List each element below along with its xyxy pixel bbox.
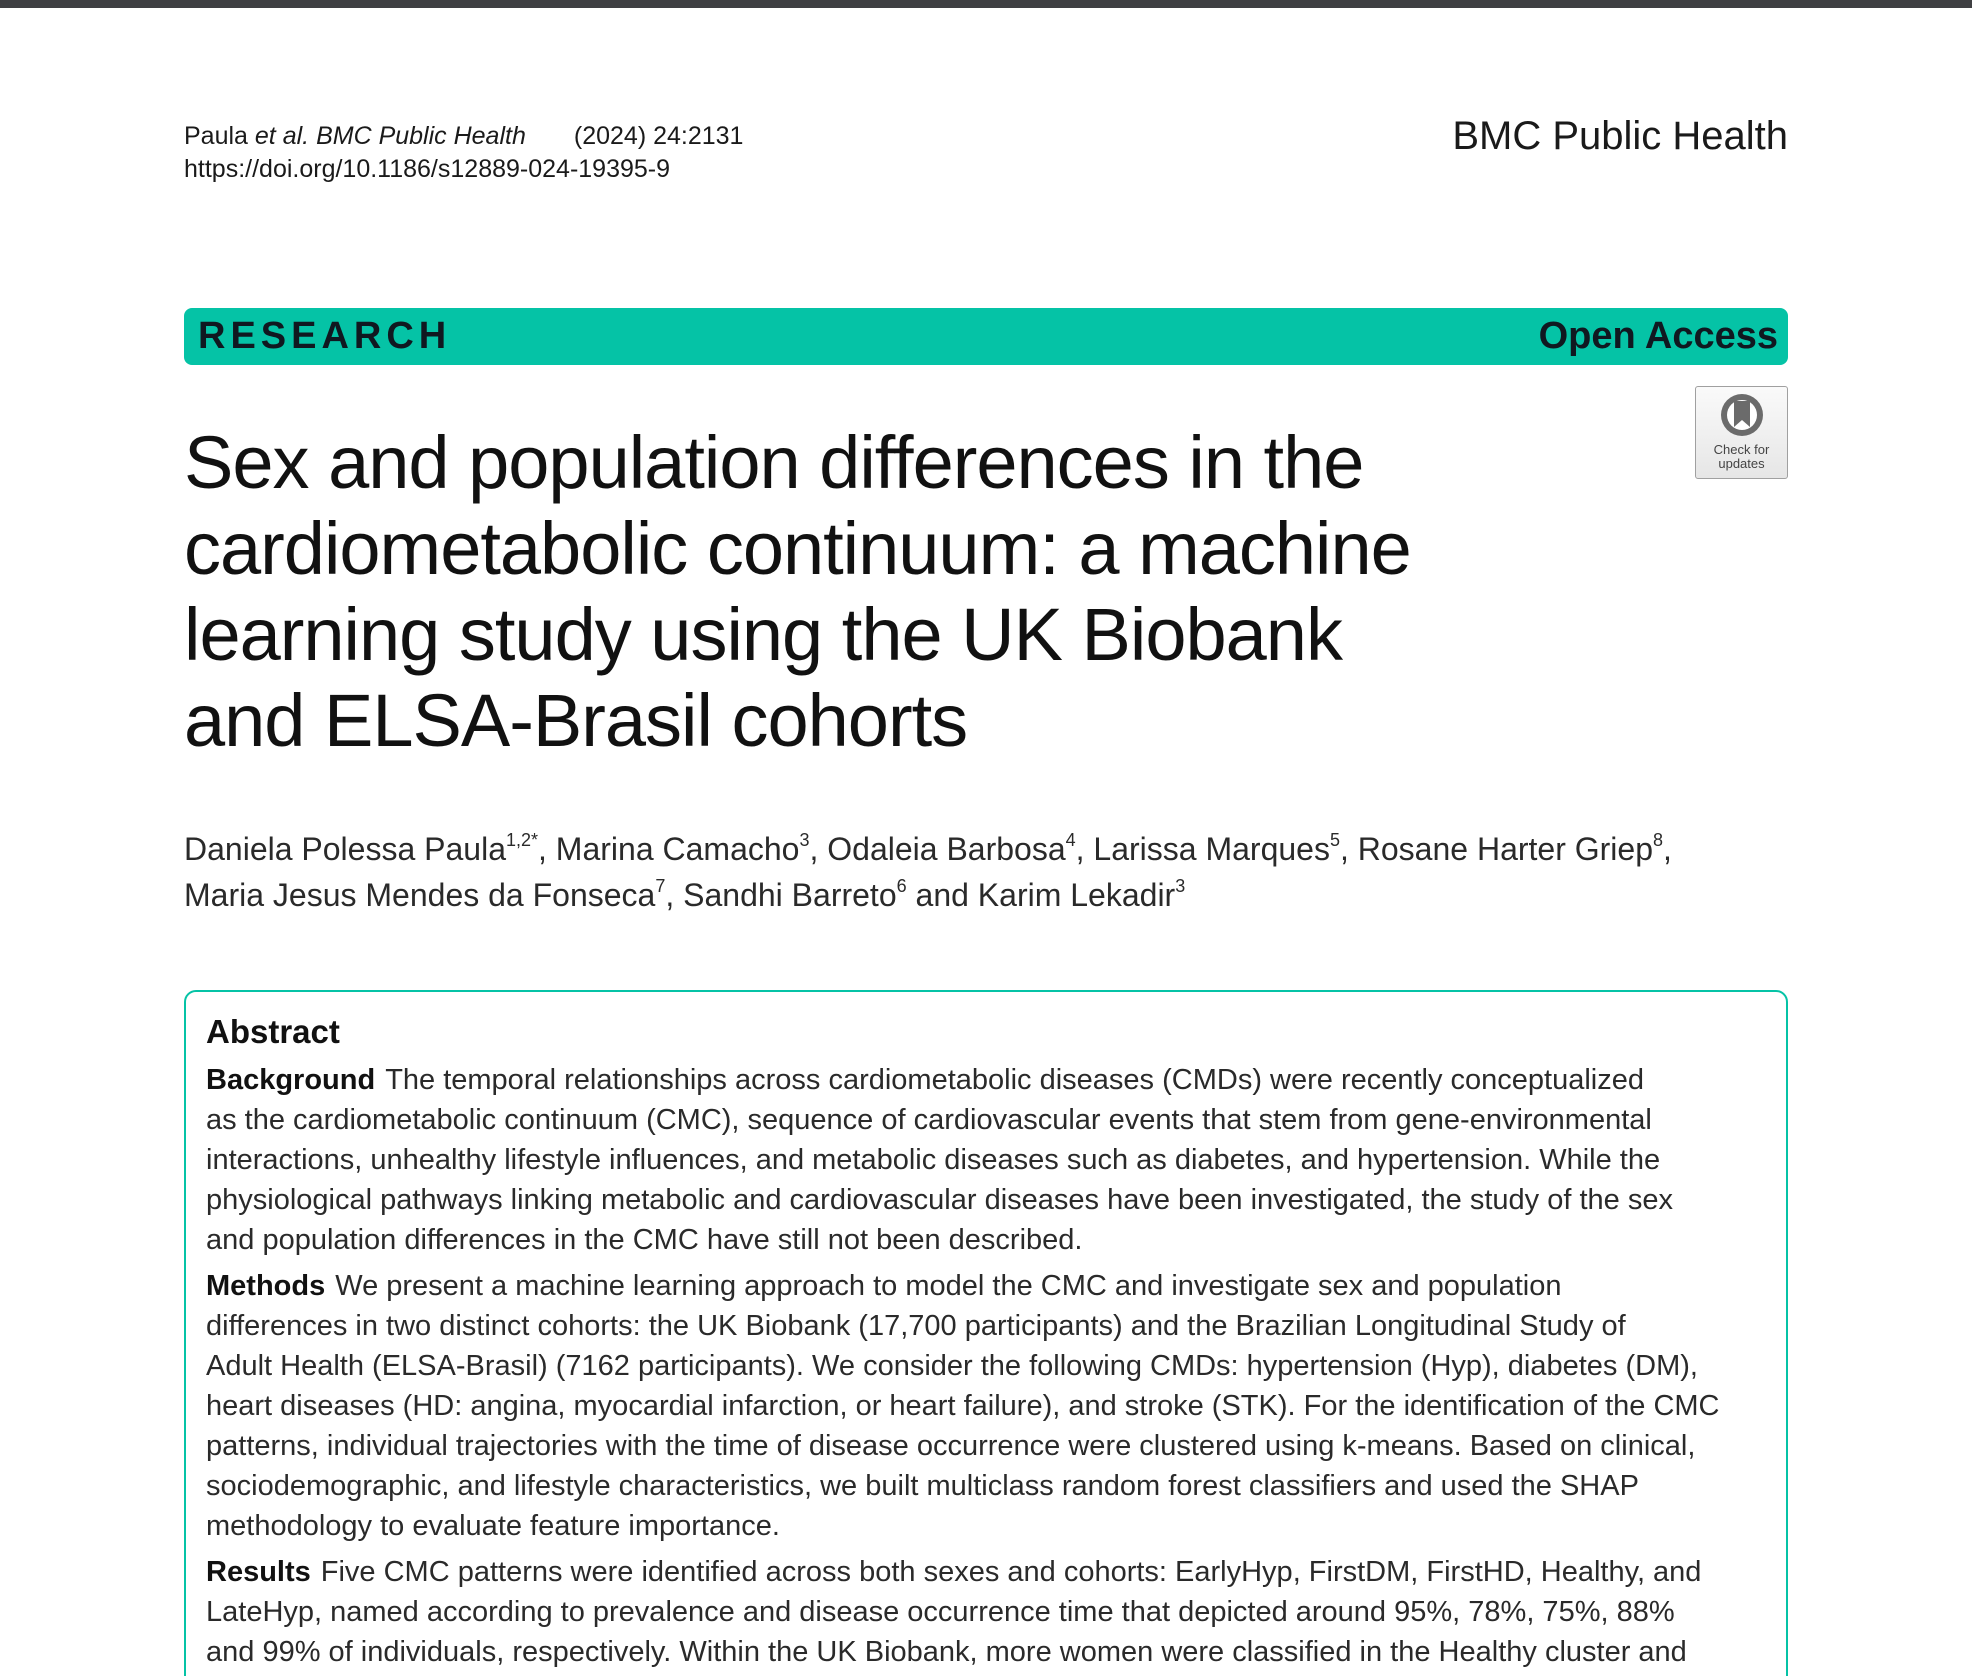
check-updates-line2: updates	[1718, 456, 1765, 471]
check-for-updates-button[interactable]	[1695, 386, 1788, 479]
title-line: and ELSA-Brasil cohorts	[184, 679, 968, 762]
author-separator: ,	[1339, 831, 1358, 867]
author-affiliation: 3	[799, 830, 810, 850]
citation-block	[184, 120, 743, 186]
citation-year-volume: (2024) 24:2131	[573, 122, 744, 150]
author-affiliation: 4	[1065, 830, 1076, 850]
author-name[interactable]: Karim Lekadir	[977, 877, 1176, 913]
author-separator: ,	[538, 831, 556, 867]
methods-line: We present a machine learning approach to model the CMC and investigate sex and population	[335, 1270, 1562, 1302]
article-type-banner	[184, 308, 1788, 365]
author-separator: ,	[1663, 831, 1672, 867]
author-separator: ,	[809, 831, 828, 867]
author-affiliation: 8	[1653, 830, 1664, 850]
author-line	[184, 826, 1784, 872]
methods-line: patterns, individual trajectories with the time of disease occurrence were clustered using k-means. Based on clinical,	[206, 1430, 1696, 1462]
methods-line: differences in two distinct cohorts: the UK Biobank (17,700 participants) and the Brazilian Longitudinal Study of	[206, 1310, 1626, 1342]
abstract-methods	[206, 1266, 1746, 1546]
author-separator: ,	[665, 877, 684, 913]
methods-line: Adult Health (ELSA-Brasil) (7162 participants). We consider the following CMDs: hypertension (Hyp), diabetes (DM),	[206, 1350, 1698, 1382]
results-line: Five CMC patterns were identified across both sexes and cohorts: EarlyHyp, FirstDM, FirstHD, Healthy, and	[320, 1556, 1702, 1588]
check-updates-text	[1696, 443, 1787, 471]
methods-line: sociodemographic, and lifestyle characteristics, we built multiclass random forest classifiers and used the SHAP	[206, 1470, 1639, 1502]
citation-author: Paula	[184, 122, 248, 150]
abstract-background	[206, 1060, 1746, 1260]
article-title	[184, 420, 1484, 764]
journal-name: BMC Public Health	[1452, 114, 1788, 158]
author-affiliation: 5	[1329, 830, 1340, 850]
author-affiliation: 7	[655, 876, 666, 896]
background-line: interactions, unhealthy lifestyle influences, and metabolic diseases such as diabetes, and hypertension. While the	[206, 1144, 1661, 1176]
methods-line: methodology to evaluate feature importance.	[206, 1510, 780, 1542]
results-line: LateHyp, named according to prevalence and disease occurrence time that depicted around 95%, 78%, 75%, 88%	[206, 1596, 1675, 1628]
abstract-results	[206, 1552, 1746, 1672]
background-label: Background	[206, 1064, 376, 1096]
citation-etal: et al.	[254, 122, 310, 150]
results-label: Results	[206, 1556, 311, 1588]
check-updates-icon	[1718, 391, 1766, 439]
title-line: cardiometabolic continuum: a machine	[184, 507, 1411, 590]
top-bar	[0, 0, 1972, 8]
methods-label: Methods	[206, 1270, 326, 1302]
title-line: learning study using the UK Biobank	[184, 593, 1342, 676]
author-affiliation: 3	[1175, 876, 1186, 896]
results-line: and 99% of individuals, respectively. Within the UK Biobank, more women were classified in the Healthy cluster and	[206, 1636, 1687, 1668]
background-line: The temporal relationships across cardiometabolic diseases (CMDs) were recently conceptualized	[385, 1064, 1645, 1096]
author-affiliation: 1,2*	[505, 830, 539, 850]
author-name[interactable]: Maria Jesus Mendes da Fonseca	[184, 877, 656, 913]
author-name[interactable]: Marina Camacho	[555, 831, 800, 867]
background-line: physiological pathways linking metabolic and cardiovascular diseases have been investigated, the study of the sex	[206, 1184, 1673, 1216]
abstract-box	[184, 990, 1788, 1676]
citation-journal: BMC Public Health	[316, 122, 526, 150]
background-line: and population differences in the CMC have still not been described.	[206, 1224, 1083, 1256]
author-name[interactable]: Larissa Marques	[1093, 831, 1330, 867]
title-line: Sex and population differences in the	[184, 421, 1364, 504]
methods-line: heart diseases (HD: angina, myocardial infarction, or heart failure), and stroke (STK). For the identification of the CMC	[206, 1390, 1720, 1422]
author-list	[184, 826, 1784, 918]
abstract-content	[206, 1010, 1746, 1672]
author-affiliation: 6	[896, 876, 907, 896]
article-type-label: RESEARCH	[198, 315, 452, 357]
author-line	[184, 872, 1784, 918]
author-separator: ,	[1075, 831, 1094, 867]
background-line: as the cardiometabolic continuum (CMC), sequence of cardiovascular events that stem from gene-environmental	[206, 1104, 1652, 1136]
author-name[interactable]: Sandhi Barreto	[683, 877, 897, 913]
author-name[interactable]: Daniela Polessa Paula	[184, 831, 506, 867]
author-name[interactable]: Rosane Harter Griep	[1357, 831, 1653, 867]
author-separator: and	[906, 877, 978, 913]
open-access-label: Open Access	[1538, 315, 1778, 357]
abstract-heading: Abstract	[206, 1013, 340, 1050]
check-updates-line1: Check for	[1713, 442, 1770, 457]
doi-link[interactable]: https://doi.org/10.1186/s12889-024-19395-9	[184, 155, 671, 183]
author-name[interactable]: Odaleia Barbosa	[827, 831, 1066, 867]
citation-line	[184, 120, 743, 153]
